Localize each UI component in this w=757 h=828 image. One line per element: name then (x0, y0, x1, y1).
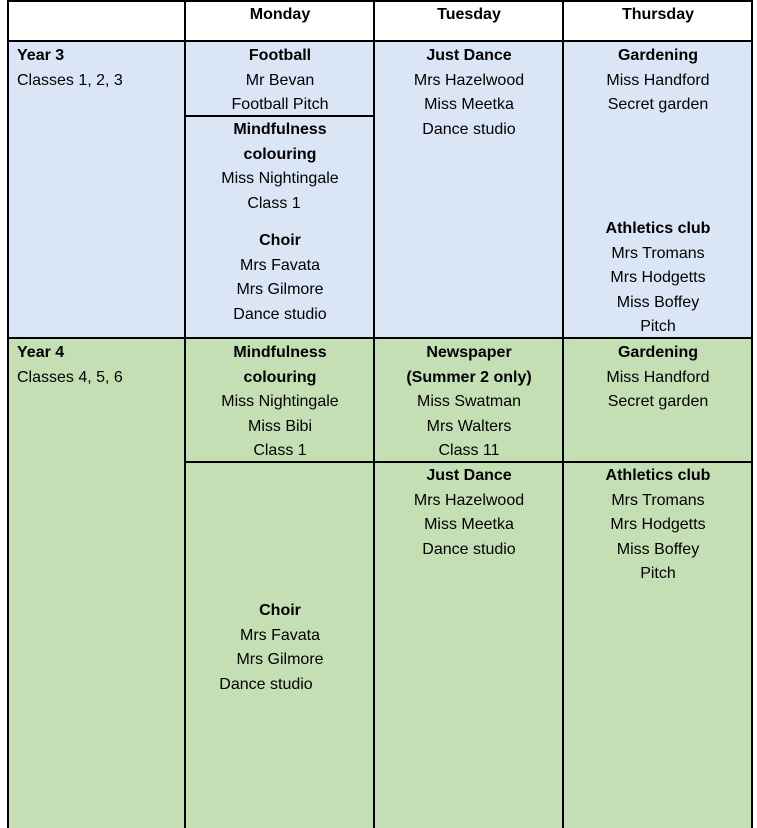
activity-title: Athletics club (605, 467, 711, 484)
column-header-monday: Monday (249, 6, 311, 23)
staff-line: Mrs Tromans (611, 491, 705, 509)
y4-monday-activity-choir (186, 599, 374, 697)
activity-title: Just Dance (426, 47, 512, 64)
staff-line: Mrs Hodgetts (610, 269, 706, 286)
location-line: Football Pitch (231, 96, 329, 113)
staff-line: Mrs Hazelwood (413, 71, 525, 89)
location-line: Class 1 (253, 442, 307, 459)
location-line: Dance studio (422, 120, 516, 138)
staff-line: Miss Boffey (616, 293, 700, 311)
column-header-tuesday: Tuesday (437, 6, 501, 23)
staff-line: Mr Bevan (245, 71, 315, 89)
activity-title: Gardening (617, 47, 698, 64)
activity-title: Choir (259, 602, 301, 619)
y3-monday-activity-mindfulness (186, 118, 374, 216)
staff-line: Mrs Favata (239, 256, 320, 274)
staff-line: Miss Nightingale (221, 170, 339, 187)
location-line: Pitch (640, 318, 676, 335)
year3-title: Year 3 (17, 47, 65, 64)
staff-line: Miss Meetka (424, 96, 514, 113)
y4-thursday-activity-gardening (564, 341, 752, 415)
y3-monday-activity-choir (186, 229, 374, 327)
location-line: Dance studio (219, 675, 313, 693)
staff-line: Mrs Tromans (611, 244, 705, 262)
activity-title: Just Dance (426, 467, 512, 484)
activity-title: Football (248, 47, 312, 64)
staff-line: Mrs Hazelwood (413, 491, 525, 509)
staff-line: Miss Boffey (616, 540, 700, 558)
y4-tuesday-activity-just-dance (375, 464, 563, 562)
staff-line: Mrs Gilmore (236, 651, 324, 668)
activity-title: Mindfulness (233, 121, 327, 138)
staff-line: Miss Handford (606, 368, 710, 386)
year4-label (17, 341, 182, 390)
activity-title: (Summer 2 only) (406, 368, 532, 386)
staff-line: Mrs Walters (426, 417, 512, 435)
location-line: Dance studio (233, 305, 327, 323)
activity-title: Choir (259, 232, 301, 249)
activity-title: Athletics club (605, 220, 711, 237)
location-line: Dance studio (422, 540, 516, 558)
year3-label (17, 44, 182, 93)
staff-line: Miss Meetka (424, 516, 514, 533)
activity-title: colouring (243, 368, 317, 386)
location-line: Class 11 (438, 442, 500, 459)
column-header-thursday: Thursday (621, 6, 694, 23)
activity-title: Gardening (617, 344, 698, 361)
staff-line: Mrs Favata (239, 626, 320, 644)
location-line: Secret garden (607, 96, 709, 113)
year4-title: Year 4 (17, 344, 65, 361)
activity-title: Mindfulness (233, 344, 327, 361)
location-line: Pitch (640, 565, 676, 582)
y3-monday-activity-football (186, 44, 374, 118)
staff-line: Miss Bibi (247, 417, 312, 435)
location-line: Secret garden (607, 393, 709, 410)
staff-line: Miss Swatman (416, 393, 522, 410)
location-line: Class 1 (247, 194, 301, 212)
year4-classes: Classes 4, 5, 6 (17, 368, 123, 386)
y3-thursday-activity-gardening (564, 44, 752, 118)
y4-tuesday-activity-newspaper (375, 341, 563, 464)
y4-thursday-activity-athletics (564, 464, 752, 587)
activity-title: Newspaper (426, 344, 512, 361)
y3-thursday-activity-athletics (564, 217, 752, 340)
table-left-border (7, 0, 9, 828)
year3-classes: Classes 1, 2, 3 (17, 71, 123, 89)
staff-line: Mrs Gilmore (236, 281, 324, 298)
staff-line: Miss Handford (606, 71, 710, 89)
y4-monday-activity-mindfulness (186, 341, 374, 464)
staff-line: Miss Nightingale (221, 393, 339, 410)
activity-title: colouring (243, 145, 317, 163)
staff-line: Mrs Hodgetts (610, 516, 706, 533)
y3-tuesday-activity-just-dance (375, 44, 563, 142)
